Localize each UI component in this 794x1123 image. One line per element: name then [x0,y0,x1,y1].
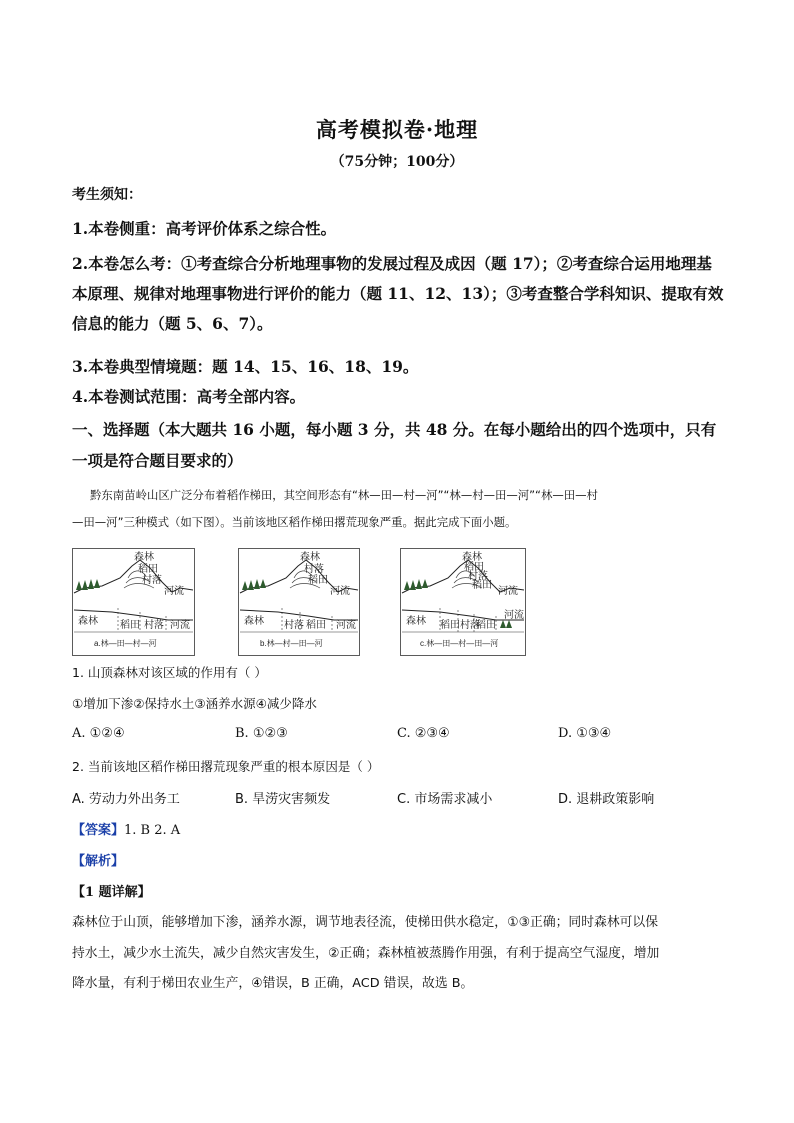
analysis-line-2: 持水土，减少水土流失，减少自然灾害发生，②正确；森林植被蒸腾作用强，有利于提高空气湿度，增加 [72,946,660,961]
analysis-label: 【解析】 [72,854,125,869]
label-river-top: 河流 [164,586,184,597]
label-forest-bottom: 森林 [78,616,98,627]
detail-label: 【1 题详解】 [72,885,151,900]
label-river-top: 河流 [330,586,350,597]
label-paddy-top: 稻田 [138,564,158,575]
figure-panel-a [72,548,195,656]
answer-text: 1. B 2. A [124,823,181,838]
notice-item-2-line-2: 本原理、规律对地理事物进行评价的能力（题 11、12、13）；③考查整合学科知识、提取有效 [72,284,724,303]
section-heading-line-1: 一、选择题（本大题共 16 小题，每小题 3 分，共 48 分。在每小题给出的四个选项中，只有 [72,420,717,439]
figure-panel-b [238,548,360,656]
label-paddy-top-2: 稻田 [472,580,492,591]
notice-item-2-line-1: 2.本卷怎么考：①考查综合分析地理事物的发展过程及成因（题 17）；②考查综合运用地理基 [72,254,712,273]
label-forest-top: 森林 [462,552,482,563]
analysis-line-1: 森林位于山顶，能够增加下渗，涵养水源，调节地表径流，使梯田供水稳定，①③正确；同时森林可以保 [72,915,659,930]
label-paddy-bottom-2: 稻田 [476,620,496,631]
analysis-line-3: 降水量，有利于梯田农业生产，④错误，B 正确，ACD 错误，故选 B。 [72,976,474,991]
q2-stem: 2. 当前该地区稻作梯田撂荒现象严重的根本原因是（ ） [72,759,380,774]
figure-caption-b: b.林—村—田—河 [260,639,323,648]
label-village-top: 村落 [304,564,324,575]
label-village-bottom: 村落 [460,620,480,631]
figure-panel-c [400,548,526,656]
label-village-top: 村落 [142,575,162,586]
label-river-bottom: 河流 [336,620,356,631]
label-forest-bottom: 森林 [244,616,264,627]
passage-line-2: —田—河”三种模式（如下图）。当前该地区稻作梯田撂荒现象严重。据此完成下面小题。 [72,515,517,529]
q1-option-c: C. ②③④ [397,726,450,741]
q1-option-a: A. ①②④ [72,726,125,741]
q2-option-d: D. 退耕政策影响 [558,792,655,807]
label-river-bottom: 河流 [170,620,190,631]
label-river-bottom: 河流 [504,610,524,621]
section-heading-line-2: 一项是符合题目要求的） [72,451,243,470]
label-paddy-bottom: 稻田 [120,620,140,631]
notice-heading: 考生须知： [72,187,142,203]
label-paddy-bottom: 稻田 [306,620,326,631]
notice-item-3: 3.本卷典型情境题：题 14、15、16、18、19。 [72,357,419,376]
passage-line-1: 黔东南苗岭山区广泛分布着稻作梯田，其空间形态有“林—田—村—河”“林—村—田—河”“林—田—村 [90,488,598,502]
label-paddy-top: 稻田 [308,575,328,586]
notice-item-2-line-3: 信息的能力（题 5、6、7）。 [72,314,273,333]
label-forest-bottom: 森林 [406,616,426,627]
terrace-diagram-c [400,548,526,656]
q2-option-a: A. 劳动力外出务工 [72,792,180,807]
label-village-bottom: 村落 [144,620,164,631]
terrace-diagram-a [72,548,195,656]
answer-label: 【答案】 [72,823,125,838]
label-river-top: 河流 [498,586,518,597]
page-title: 高考模拟卷·地理 [315,117,479,142]
label-paddy-top: 稻田 [464,562,484,573]
q2-option-b: B. 旱涝灾害频发 [235,792,331,807]
label-forest-top: 森林 [300,552,320,563]
notice-item-1: 1.本卷侧重：高考评价体系之综合性。 [72,219,337,238]
label-village-top: 村落 [468,571,488,582]
terrace-diagram-b [238,548,360,656]
q2-option-c: C. 市场需求减小 [397,792,493,807]
q1-statements: ①增加下渗②保持水土③涵养水源④减少降水 [72,696,317,711]
answer-line [72,819,180,838]
figure-caption-a: a.林—田—村—河 [94,639,157,648]
figure-caption-c: c.林—田—村—田—河 [420,639,499,648]
q1-option-b: B. ①②③ [235,726,288,741]
label-village-bottom: 村落 [284,620,304,631]
label-paddy-bottom: 稻田 [440,620,460,631]
q1-option-d: D. ①③④ [558,726,612,741]
label-forest-top: 森林 [134,552,154,563]
q1-stem: 1. 山顶森林对该区域的作用有（ ） [72,665,267,680]
notice-item-4: 4.本卷测试范围：高考全部内容。 [72,387,306,406]
page-subtitle: （75分钟；100分） [330,154,464,170]
